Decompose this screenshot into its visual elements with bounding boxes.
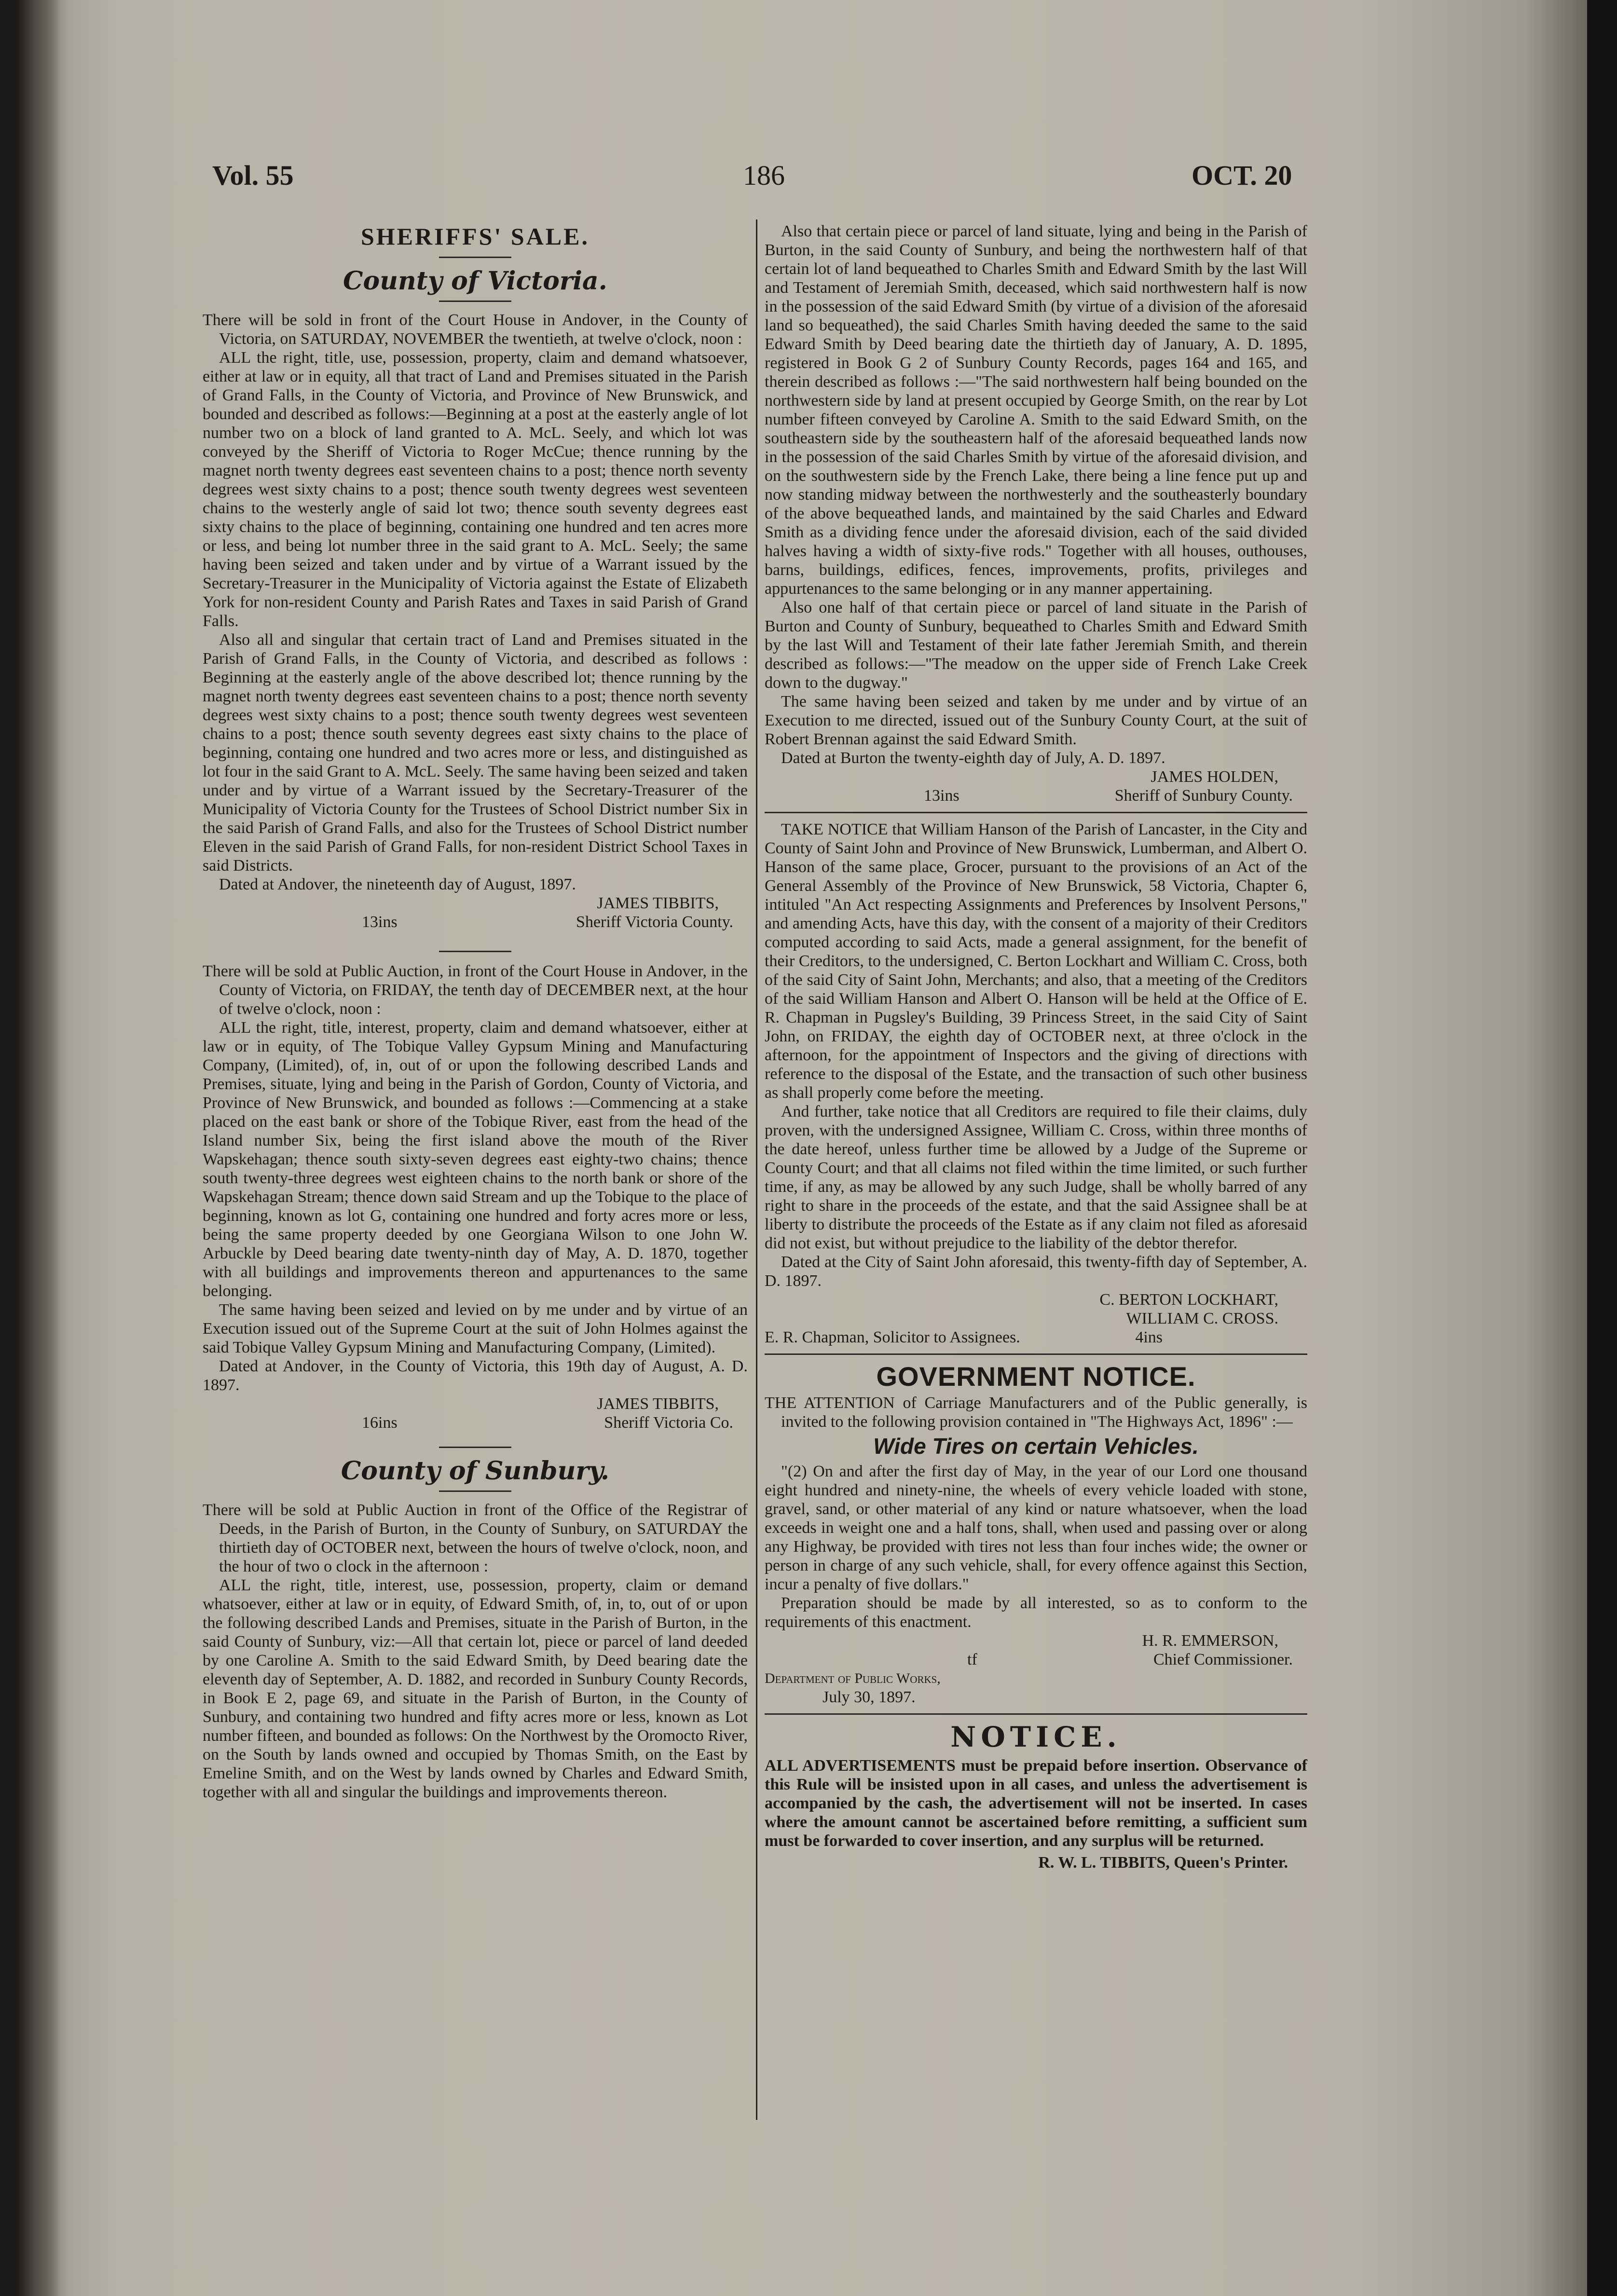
- sunbury-paragraph: Also that certain piece or parcel of land situate, lying and being in the Parish of Burton, in the said County of Sunbury, and being the northwestern half of that certain lot of land bequeathed to Charles Smith and Edward Smith by the last Will and Testament of Jeremiah Smith, deceased, which said northwestern half is now in the possession of the said Edward Smith (by virtue of a division of the aforesaid land so bequeathed), the said Charles Smith having deeded the same to the said Edward Smith by Deed bearing date the thirtieth day of January, A. D. 1895, registered in Book G 2 of Sunbury County Records, pages 164 and 165, and therein described as follows :—"The said northwestern half being bounded on the northwestern side by land at present occupied by George Smith, on the rear by Lot number fifteen conveyed by Caroline A. Smith to the said Edward Smith, on the southeastern side by the southeastern half of the aforesaid bequeathed lands now in the possession of the said Charles Smith by virtue of the aforesaid division, and on the southwestern side by the French Lake, there being a line fence put up and now standing midway between the northwesterly and the southeasterly boundary of the above bequeathed lands, and maintained by the said Charles and Edward Smith as a dividing fence under the aforesaid division, each of the said divided halves having a width of sixty-five rods." Together with all houses, outhouses, barns, buildings, edifices, fences, improvements, profits, privileges and appurtenances to the same belonging or in any manner appertaining.: [765, 222, 1307, 598]
- take-notice-paragraph: And further, take notice that all Creditors are required to file their claims, duly proven, with the undersigned Assignee, William C. Cross, within three months of the date hereof, unless further time be allowed by a Judge of the Supreme or County Court; and that all claims not filed within the time limited, or such further time, if any, as may be allowed by any such Judge, shall be wholly barred of any right to share in the proceeds of the estate, and that the said Assignee shall be at liberty to distribute the proceeds of the Estate as if any claim not filed as aforesaid did not exist, but without prejudice to the liability of the debtor therefor.: [765, 1103, 1307, 1252]
- sunbury-paragraph: The same having been seized and taken by me under and by virtue of an Execution to me directed, issued out of the Sunbury County Court, at the suit of Robert Brennan against the said Edward Smith.: [765, 693, 1307, 748]
- short-rule: [439, 1447, 511, 1448]
- issue-date: OCT. 20: [1192, 160, 1292, 191]
- advertisements-notice: ALL ADVERTISEMENTS must be prepaid before insertion. Observance of this Rule will be insisted upon in all cases, and unless the advertisement is accompanied by the cash, the advertisement will not be inserted. In cases where the amount cannot be ascertained before remitting, a sufficient sum must be forwarded to cover insertion, and any surplus will be returned.: [765, 1757, 1307, 1850]
- wide-tires-heading: Wide Tires on certain Vehicles.: [873, 1434, 1199, 1459]
- sale1-intro: There will be sold in front of the Court House in Andover, in the County of Victoria, on SATURDAY, NOVEMBER the twentieth, at twelve o'clock, noon :: [203, 311, 748, 348]
- sunbury-dated: Dated at Burton the twenty-eighth day of July, A. D. 1897.: [781, 749, 1165, 767]
- volume-label: Vol. 55: [212, 160, 294, 191]
- short-rule: [439, 1490, 511, 1492]
- sheriffs-sale-title: SHERIFFS' SALE.: [360, 223, 589, 250]
- sale2-paragraph: The same having been seized and levied on by me under and by virtue of an Execution issued out of the Supreme Court at the suit of John Holmes against the said Tobique Valley Gypsum Mining and Manufacturing Company, (Limited).: [203, 1301, 748, 1356]
- sunbury-signature-line: [765, 786, 1307, 805]
- sunbury-signer: JAMES HOLDEN,: [1151, 768, 1278, 786]
- sale2-signature-line: [203, 1413, 748, 1432]
- government-notice-signer: H. R. EMMERSON,: [1142, 1632, 1278, 1650]
- government-notice-title: GOVERNMENT NOTICE.: [876, 1361, 1196, 1392]
- column-divider: [756, 219, 757, 2120]
- sale1-insertions: 13ins: [362, 913, 397, 931]
- county-sunbury-heading: County of Sunbury.: [341, 1456, 610, 1486]
- take-notice-dated: Dated at the City of Saint John aforesaid, this twenty-fifth day of September, A. D. 1897.: [765, 1253, 1307, 1290]
- take-notice-signer: WILLIAM C. CROSS.: [1126, 1310, 1278, 1327]
- binding-shadow: [17, 0, 60, 2296]
- notice-title: NOTICE.: [950, 1721, 1122, 1753]
- sale1-paragraph: ALL the right, title, use, possession, property, claim and demand whatsoever, either at law or in equity, all that tract of Land and Premises situated in the Parish of Grand Falls, in the County of Victoria, and Province of New Brunswick, and bounded and described as follows:—Beginning at a post at the easterly angle of lot number two on a block of land granted to A. McL. Seely, and which lot was conveyed by the Sheriff of Victoria to Roger McCue; thence running by the magnet north twenty degrees east seventeen chains to a post; thence north seventy degrees west sixty chains to a post; thence south twenty degrees west seventeen chains to the westerly angle of said lot two; thence south seventy degrees east sixty chains to the place of beginning, containing one hundred and ten acres more or less, and being lot number three in the said grant to A. McL. Seely; the same having been seized and taken under and by virtue of a Warrant issued by the Secretary-Treasurer in the Municipality of Victoria against the Estate of Elizabeth York for non-resident County and Parish Rates and Taxes in said Parish of Grand Falls.: [203, 349, 748, 630]
- sale2-dated: Dated at Andover, in the County of Victoria, this 19th day of August, A. D. 1897.: [203, 1357, 748, 1394]
- page-edge: [1587, 0, 1617, 2296]
- government-notice-office: Chief Commissioner.: [1153, 1651, 1293, 1668]
- government-notice-paragraph: Preparation should be made by all interested, so as to conform to the requirements of this enactment.: [765, 1594, 1307, 1631]
- take-notice-insertions: 4ins: [1135, 1328, 1163, 1346]
- section-rule: [765, 1713, 1307, 1715]
- right-column: [765, 222, 1307, 1872]
- department-date: July 30, 1897.: [822, 1688, 916, 1706]
- sale2-paragraph: ALL the right, title, interest, property, claim and demand whatsoever, either at law or in equity, of The Tobique Valley Gypsum Mining and Manufacturing Company, (Limited), of, in, out of or upon the following described Lands and Premises, situate, lying and being in the Parish of Gordon, County of Victoria, and Province of New Brunswick, and bounded as follows :—Commencing at a stake placed on the east bank or shore of the Tobique River, east from the head of the Island number Six, being the first island above the mouth of the River Wapskehagan; thence south sixty-seven degrees east eighty-two chains; thence south twenty-three degrees west eighteen chains to the north bank or shore of the Wapskehagan Stream; thence down said Stream and up the Tobique to the place of beginning, known as lot G, containing one hundred and forty acres more or less, being the same property deeded by one Georgiana Wilson to one John W. Arbuckle by Deed bearing date twenty-ninth day of May, A. D. 1870, together with all buildings and improvements thereon and appurtenances to the same belonging.: [203, 1019, 748, 1300]
- left-column: [203, 222, 748, 1802]
- sunbury-paragraph: Also one half of that certain piece or parcel of land situate in the Parish of Burton and County of Sunbury, bequeathed to Charles Smith and Edward Smith by the last Will and Testament of their late father Jeremiah Smith, and therein described as follows:—"The meadow on the upper side of French Lake Creek down to the dugway.": [765, 599, 1307, 692]
- take-notice-signer: C. BERTON LOCKHART,: [1099, 1291, 1278, 1309]
- solicitor-line: [765, 1328, 1307, 1347]
- page-number: 186: [743, 160, 785, 191]
- sale2-insertions: 16ins: [362, 1414, 397, 1432]
- short-rule: [439, 257, 511, 258]
- sale1-paragraph: Also all and singular that certain tract of Land and Premises situated in the Parish of Grand Falls, in the County of Victoria, and described as follows : Beginning at the easterly angle of the above described lot; thence running by the magnet north twenty degrees east seventeen chains to a post; thence north seventy degrees west sixty chains to a post; thence south twenty degrees west seventeen chains to a post; thence south seventy degrees east sixty chains to the place of beginning, containg one hundred and two acres more or less, and distinguished as lot four in the said Grant to A. McL. Seely. The same having been seized and taken under and by virtue of a Warrant issued by the Secretary-Treasurer of the Municipality of Victoria County for the Trustees of School District number Six in the said Parish of Grand Falls, and also for the Trustees of School District number Eleven in the said Parish of Grand Falls, for non-resident District School Taxes in said Districts.: [203, 631, 748, 875]
- solicitor: E. R. Chapman, Solicitor to Assignees.: [765, 1328, 1020, 1346]
- till-forbid-mark: tf: [967, 1651, 977, 1668]
- section-rule: [765, 1353, 1307, 1355]
- short-rule: [439, 301, 511, 302]
- sale1-signature-line: [203, 913, 748, 931]
- queens-printer: R. W. L. TIBBITS, Queen's Printer.: [1038, 1854, 1288, 1872]
- sale1-dated: Dated at Andover, the nineteenth day of August, 1897.: [219, 875, 576, 893]
- take-notice-paragraph: TAKE NOTICE that William Hanson of the Parish of Lancaster, in the City and County of Saint John and Province of New Brunswick, Lumberman, and Albert O. Hanson of the same place, Grocer, pursuant to the provisions of an Act of the General Assembly of the Province of New Brunswick, 58 Victoria, Chapter 6, intituled "An Act respecting Assignments and Preferences by Insolvent Persons," and amending Acts, have this day, with the consent of a majority of their Creditors computed according to said Acts, made a general assignment, for the benefit of their Creditors, to the undersigned, C. Berton Lockhart and William C. Cross, both of the said City of Saint John, Merchants; and also, that a meeting of the Creditors of the said William Hanson and Albert O. Hanson will be held at the Office of E. R. Chapman in Pugsley's Building, 39 Princess Street, in the said City of Saint John, on FRIDAY, the eighth day of OCTOBER next, at three o'clock in the afternoon, for the appointment of Inspectors and the giving of directions with reference to the disposal of the Estate, and the transaction of such other business as shall properly come before the meeting.: [765, 820, 1307, 1102]
- sale2-intro: There will be sold at Public Auction, in front of the Court House in Andover, in the County of Victoria, on FRIDAY, the tenth day of DECEMBER next, at the hour of twelve o'clock, noon :: [203, 962, 748, 1018]
- sale1-office: Sheriff Victoria County.: [576, 913, 733, 931]
- sale2-signer: JAMES TIBBITS,: [597, 1395, 719, 1413]
- section-rule: [765, 812, 1307, 813]
- government-notice-intro: THE ATTENTION of Carriage Manufacturers and of the Public generally, is invited to the following provision contained in "The Highways Act, 1896" :—: [765, 1394, 1307, 1431]
- sale2-office: Sheriff Victoria Co.: [604, 1414, 733, 1432]
- government-signature-line: [765, 1650, 1307, 1669]
- highways-act-provision: "(2) On and after the first day of May, in the year of our Lord one thousand eight hundred and ninety-nine, the wheels of every vehicle loaded with stone, gravel, sand, or other material of any kind or nature whatsoever, when the load exceeds in weight one and a half tons, shall, when used and passing over or along any Highway, be provided with tires not less than four inches wide; the owner or person in charge of any such vehicle, shall, for every offence against this Section, incur a penalty of five dollars.": [765, 1462, 1307, 1593]
- short-rule: [439, 951, 511, 952]
- sunbury-office: Sheriff of Sunbury County.: [1114, 787, 1293, 805]
- sale3-intro: There will be sold at Public Auction in front of the Office of the Registrar of Deeds, in the Parish of Burton, in the County of Sunbury, on SATURDAY the thirtieth day of OCTOBER next, between the hours of twelve o'clock, noon, and the hour of two o clock in the afternoon :: [203, 1501, 748, 1575]
- sale3-paragraph: ALL the right, title, interest, use, possession, property, claim or demand whatsoever, either at law or in equity, of Edward Smith, of, in, to, out of or upon the following described Lands and Premises, situate in the Parish of Burton, in the said County of Sunbury, viz:—All that certain lot, piece or parcel of land deeded by one Caroline A. Smith to the said Edward Smith, by Deed bearing date the eleventh day of September, A. D. 1882, and recorded in Sunbury County Records, in Book E 2, page 69, and situate in the Parish of Burton, in the County of Sunbury, and containing two hundred and fifty acres more or less, known as Lot number fifteen, and bounded as follows: On the Northwest by the Oromocto River, on the South by lands owned and occupied by Thomas Smith, on the East by Emeline Smith, and on the West by lands owned by Charles and Edward Smith, together with all and singular the buildings and improvements thereon.: [203, 1576, 748, 1801]
- department: Department of Public Works,: [765, 1670, 941, 1686]
- sale1-signer: JAMES TIBBITS,: [597, 894, 719, 912]
- sunbury-insertions: 13ins: [924, 787, 959, 805]
- county-victoria-heading: County of Victoria.: [343, 266, 607, 296]
